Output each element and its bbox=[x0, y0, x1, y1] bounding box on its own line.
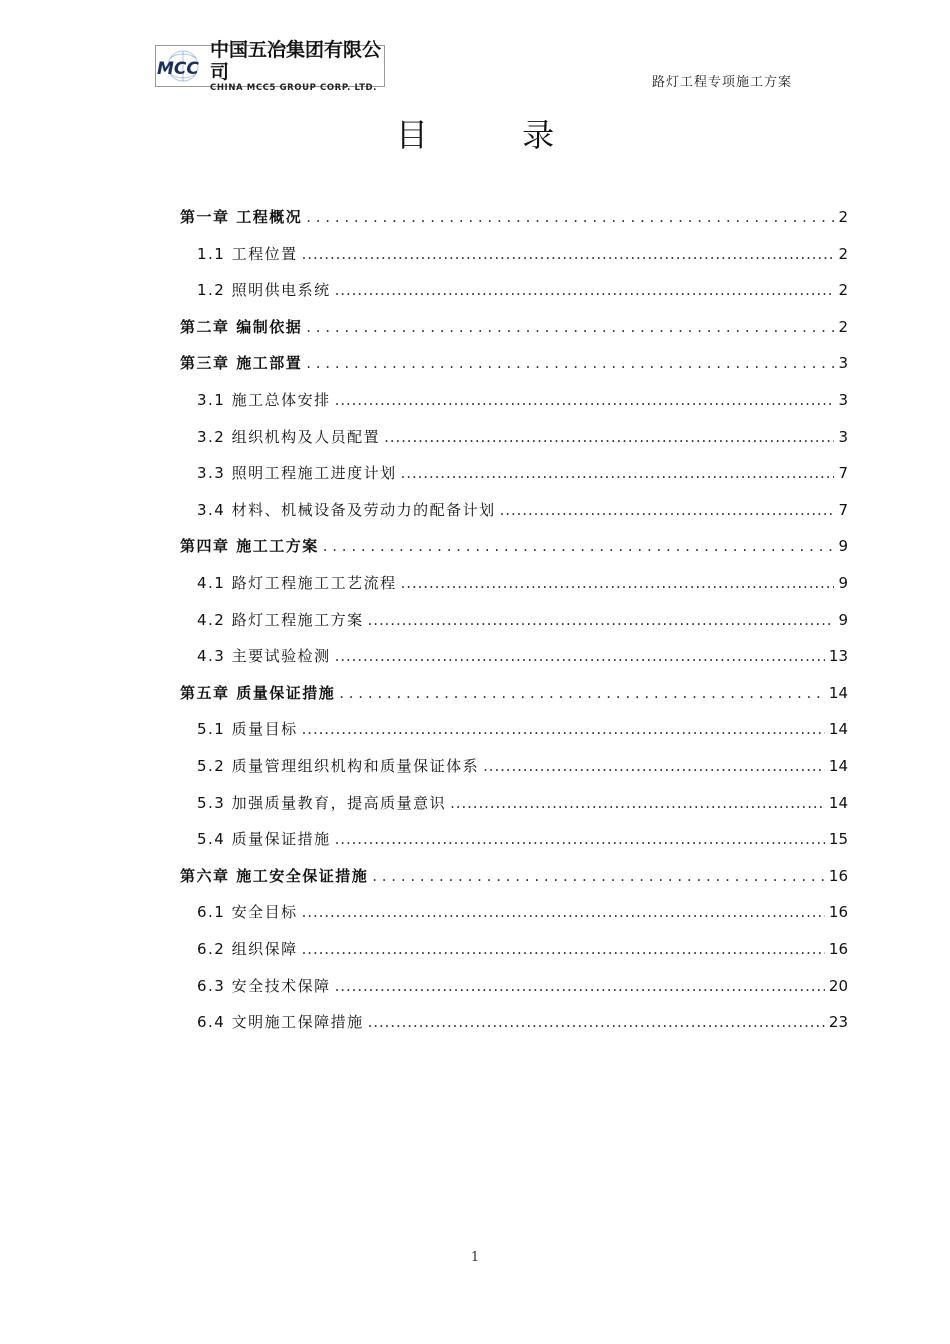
toc-leader-dots bbox=[306, 354, 834, 372]
toc-entry-page: 7 bbox=[838, 464, 848, 483]
toc-entry-page: 16 bbox=[828, 940, 848, 958]
toc-entry[interactable] bbox=[197, 243, 848, 264]
toc-entry[interactable] bbox=[197, 572, 848, 593]
toc-leader-dots bbox=[401, 464, 835, 482]
toc-entry-label: 4.2 路灯工程施工方案 bbox=[197, 610, 364, 629]
toc-entry-label: 3.3 照明工程施工进度计划 bbox=[197, 464, 397, 483]
toc-leader-dots bbox=[450, 794, 825, 812]
toc-leader-dots bbox=[368, 1013, 825, 1031]
toc-entry-label: 1.2 照明供电系统 bbox=[197, 281, 331, 300]
toc-entry-label: 第一章 工程概况 bbox=[180, 208, 303, 226]
toc-entry[interactable] bbox=[180, 865, 848, 886]
toc-leader-dots bbox=[306, 318, 834, 336]
toc-entry-label: 4.3 主要试验检测 bbox=[197, 647, 331, 666]
toc-entry-label: 5.3 加强质量教育，提高质量意识 bbox=[197, 793, 447, 812]
toc-entry-page: 2 bbox=[838, 208, 848, 226]
toc-entry[interactable] bbox=[197, 1011, 848, 1032]
toc-leader-dots bbox=[306, 208, 834, 226]
toc-entry-label: 第六章 施工安全保证措施 bbox=[180, 866, 369, 885]
toc-entry-label: 1.1 工程位置 bbox=[197, 244, 298, 263]
toc-entry-page: 14 bbox=[828, 720, 848, 739]
toc-leader-dots bbox=[384, 428, 834, 446]
toc-leader-dots bbox=[372, 867, 825, 885]
toc-leader-dots bbox=[339, 684, 825, 702]
toc-entry[interactable] bbox=[197, 755, 848, 776]
toc-entry[interactable] bbox=[180, 316, 848, 337]
toc-entry-label: 6.3 安全技术保障 bbox=[197, 976, 331, 995]
toc-entry[interactable] bbox=[197, 426, 848, 447]
toc-leader-dots bbox=[368, 611, 835, 629]
toc-entry-label: 5.4 质量保证措施 bbox=[197, 830, 331, 849]
toc-entry-page: 7 bbox=[838, 500, 848, 519]
toc-entry-page: 16 bbox=[828, 866, 848, 885]
toc-entry[interactable] bbox=[197, 792, 848, 813]
toc-entry-page: 14 bbox=[828, 757, 848, 775]
toc-entry-page: 2 bbox=[838, 244, 848, 263]
toc-entry[interactable] bbox=[180, 352, 848, 373]
toc-leader-dots bbox=[302, 720, 825, 738]
toc-leader-dots bbox=[335, 977, 825, 995]
toc-entry-label: 第四章 施工工方案 bbox=[180, 537, 319, 556]
toc-entry[interactable] bbox=[197, 828, 848, 849]
toc-leader-dots bbox=[335, 391, 835, 409]
toc-leader-dots bbox=[335, 647, 825, 665]
toc-entry-page: 23 bbox=[828, 1013, 848, 1032]
toc-leader-dots bbox=[335, 281, 835, 299]
page-title: 目 录 bbox=[395, 116, 597, 154]
logo-mark-text: MCC bbox=[157, 59, 199, 79]
toc-leader-dots bbox=[302, 940, 825, 958]
toc-entry-label: 3.4 材料、机械设备及劳动力的配备计划 bbox=[197, 500, 496, 519]
toc-entry-page: 9 bbox=[838, 537, 848, 556]
toc-entry[interactable] bbox=[197, 718, 848, 739]
toc-entry-page: 3 bbox=[838, 354, 848, 373]
toc-entry[interactable] bbox=[197, 389, 848, 410]
toc-entry-page: 16 bbox=[828, 903, 848, 922]
toc-leader-dots bbox=[335, 830, 825, 848]
toc-entry-label: 3.1 施工总体安排 bbox=[197, 391, 331, 409]
toc-entry[interactable] bbox=[197, 279, 848, 300]
logo-english-name: CHINA MCC5 GROUP CORP. LTD. bbox=[210, 82, 377, 93]
toc-entry-label: 3.2 组织机构及人员配置 bbox=[197, 427, 381, 446]
toc-entry[interactable] bbox=[197, 901, 848, 922]
toc-entry-page: 9 bbox=[838, 610, 848, 629]
mcc-logo-icon bbox=[156, 46, 208, 86]
toc-entry[interactable] bbox=[197, 645, 848, 666]
toc-entry-label: 5.2 质量管理组织机构和质量保证体系 bbox=[197, 757, 480, 775]
toc-entry-label: 6.2 组织保障 bbox=[197, 940, 298, 958]
toc-entry[interactable] bbox=[197, 938, 848, 959]
toc-entry-page: 14 bbox=[828, 683, 848, 702]
toc-leader-dots bbox=[483, 757, 825, 775]
toc-entry-label: 5.1 质量目标 bbox=[197, 720, 298, 739]
toc-entry-page: 2 bbox=[838, 317, 848, 336]
toc-leader-dots bbox=[302, 245, 835, 263]
toc-entry-page: 13 bbox=[828, 647, 848, 666]
toc-entry[interactable] bbox=[197, 609, 848, 630]
toc-leader-dots bbox=[323, 537, 835, 555]
toc-entry-label: 第二章 编制依据 bbox=[180, 317, 303, 336]
toc-entry-label: 4.1 路灯工程施工工艺流程 bbox=[197, 574, 397, 592]
toc-entry[interactable] bbox=[180, 682, 848, 703]
toc-entry-page: 3 bbox=[838, 391, 848, 409]
toc-entry[interactable] bbox=[197, 462, 848, 483]
toc-entry-page: 20 bbox=[828, 976, 848, 995]
document-header-title: 路灯工程专项施工方案 bbox=[651, 75, 792, 90]
logo-chinese-name: 中国五冶集团有限公司 bbox=[210, 38, 382, 83]
toc-entry-label: 第五章 质量保证措施 bbox=[180, 683, 336, 702]
page-number: 1 bbox=[470, 1250, 480, 1265]
toc-entry-page: 2 bbox=[838, 281, 848, 300]
toc-leader-dots bbox=[401, 574, 835, 592]
toc-leader-dots bbox=[302, 903, 825, 921]
toc-entry-page: 15 bbox=[828, 830, 848, 849]
toc-entry[interactable] bbox=[197, 975, 848, 996]
company-logo bbox=[155, 38, 385, 93]
toc-entry-label: 6.1 安全目标 bbox=[197, 903, 298, 922]
toc-entry-page: 3 bbox=[838, 427, 848, 446]
toc-entry[interactable] bbox=[197, 499, 848, 520]
toc-entry-page: 9 bbox=[838, 574, 848, 592]
toc-entry-label: 6.4 文明施工保障措施 bbox=[197, 1013, 364, 1032]
toc-entry-page: 14 bbox=[828, 793, 848, 812]
toc-entry[interactable] bbox=[180, 535, 848, 556]
toc-entry[interactable] bbox=[180, 206, 848, 227]
toc-leader-dots bbox=[500, 501, 835, 519]
toc-entry-label: 第三章 施工部置 bbox=[180, 354, 303, 373]
